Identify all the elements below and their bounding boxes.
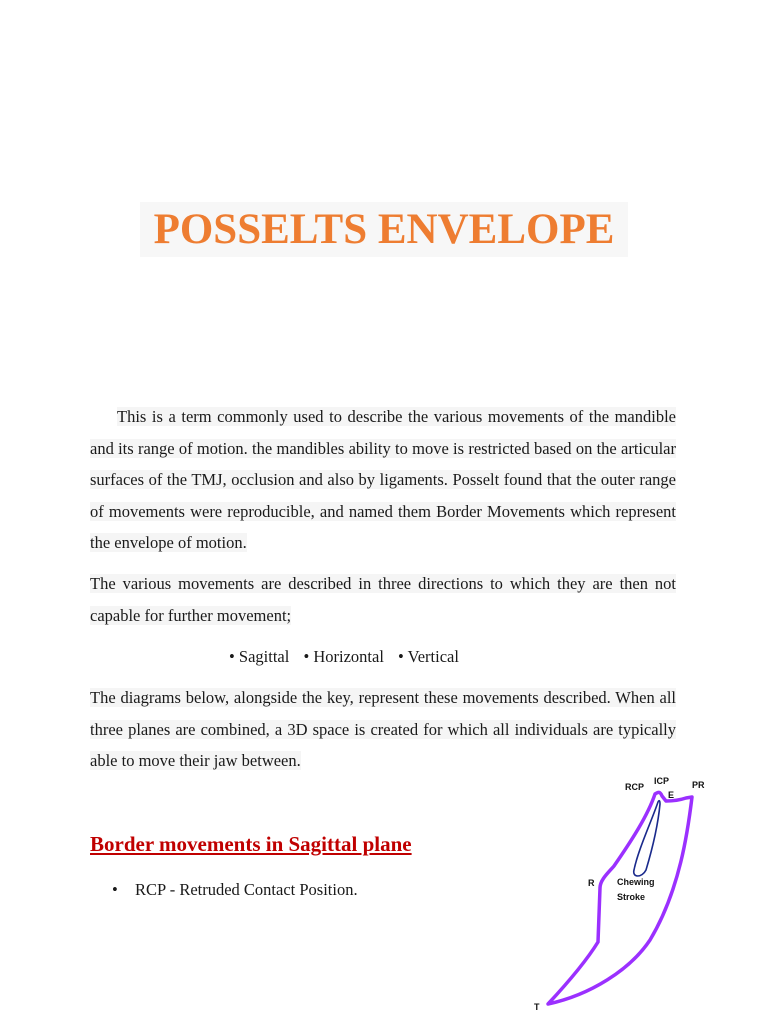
page-title: POSSELTS ENVELOPE xyxy=(140,202,628,257)
posselt-envelope-diagram xyxy=(520,770,740,1020)
label-t: T xyxy=(534,1002,540,1012)
intro-paragraph xyxy=(90,401,676,559)
diagram-paragraph-text: The diagrams below, alongside the key, represent these movements described. When all three planes are combined, a 3D space is created for which all individuals are typically able to move their jaw between. xyxy=(90,688,676,770)
directions-paragraph xyxy=(90,568,676,631)
direction-sagittal: • Sagittal xyxy=(229,647,290,666)
bullet-icon: • xyxy=(112,880,118,899)
label-icp: ICP xyxy=(654,776,670,786)
direction-vertical: • Vertical xyxy=(398,647,459,666)
diagram-paragraph xyxy=(90,682,676,777)
list-item xyxy=(112,880,358,900)
list-item-text: RCP - Retruded Contact Position. xyxy=(135,880,358,899)
label-pr: PR xyxy=(692,780,705,790)
direction-horizontal: • Horizontal xyxy=(303,647,384,666)
label-stroke: Stroke xyxy=(617,892,646,902)
label-chewing: Chewing xyxy=(617,877,655,887)
directions-paragraph-text: The various movements are described in three directions to which they are then not capable for further movement; xyxy=(90,574,676,625)
intro-paragraph-text: This is a term commonly used to describe the various movements of the mandible and its range of motion. the mandibles ability to move is restricted based on the articular surfaces of the TMJ, occlusion and also by ligaments. Posselt found that the outer range of movements were reproducible, and named them Border Movements which represent the envelope of motion. xyxy=(90,407,676,552)
directions-list xyxy=(229,641,469,672)
section-heading: Border movements in Sagittal plane xyxy=(90,832,412,856)
definition-list xyxy=(112,880,358,900)
label-rcp: RCP xyxy=(625,782,645,792)
label-r: R xyxy=(588,878,595,888)
label-e: E xyxy=(668,790,675,800)
